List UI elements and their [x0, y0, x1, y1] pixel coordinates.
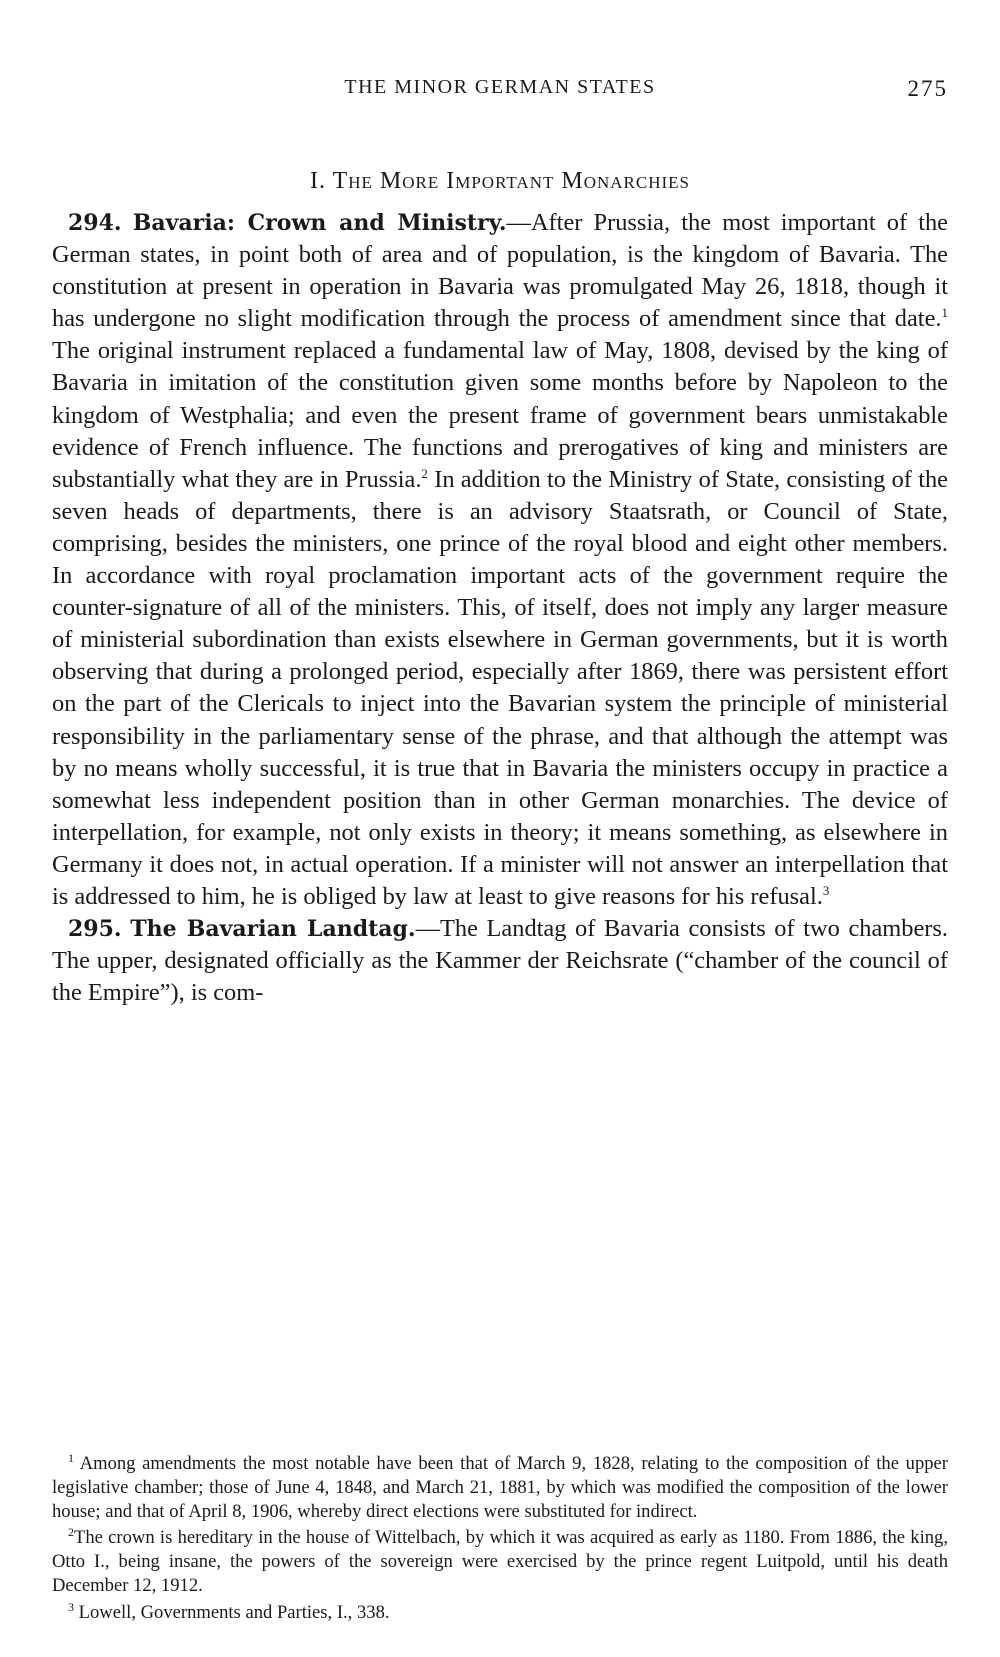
- paragraph-title: The Bavarian Landtag.: [130, 916, 416, 943]
- paragraph-number: 294.: [68, 210, 122, 236]
- footnote-text: Lowell, Governments and Parties, I., 338.: [78, 1601, 390, 1623]
- section-heading: I. The More Important Monarchies: [310, 168, 690, 194]
- page-number: 275: [907, 76, 948, 101]
- footnote-reference: 3: [822, 882, 830, 898]
- paragraph-295: [52, 913, 948, 1009]
- paragraph-294: [52, 207, 948, 913]
- paragraph-text: In addition to the Ministry of State, consisting of the seven heads of departments, there is an advisory Staatsrath, or Council of State, comprising, besides the ministers, one prince of the royal blood and eight other members. In accordance with royal proclamation important acts of the government require the counter-signature of all of the ministers. This, of itself, does not imply any larger measure of ministerial subordination than exists elsewhere in German governments, but it is worth observing that during a prolonged period, especially after 1869, there was persistent effort on the part of the Clericals to inject into the Bavarian system the principle of ministerial responsibility in the parliamentary sense of the phrase, and that although the attempt was by no means wholly successful, it is true that in Bavaria the ministers occupy in practice a somewhat less independent position than in other German monarchies. The device of interpellation, for example, not only exists in theory; it means something, as elsewhere in Germany it does not, in actual operation. If a minister will not answer an interpellation that is addressed to him, he is obliged by law at least to give reasons for his refusal.: [52, 465, 948, 910]
- footnotes: [52, 1452, 948, 1628]
- footnote-text: The crown is hereditary in the house of Wittelbach, by which it was acquired as early as 1180. From 1886, the king, Otto I., being insane, the powers of the sovereign were exercised by the prince regent Luitpold, until his death December 12, 1912.: [52, 1527, 948, 1596]
- footnote-mark: 2: [68, 1525, 74, 1540]
- footnote-2: [52, 1526, 948, 1597]
- footnote-text: Among amendments the most notable have been that of March 9, 1828, relating to the composition of the upper legislative chamber; those of June 4, 1848, and March 21, 1881, by which was modified the composition of the lower house; and that of April 8, 1906, whereby direct elections were substituted for indirect.: [52, 1453, 949, 1522]
- running-title: THE MINOR GERMAN STATES: [344, 76, 656, 98]
- paragraph-text: —The Landtag of Bavaria consists of two chambers. The upper, designated officially as the Kammer der Reichsrate (“chamber of the council of the Empire”), is com-: [52, 915, 948, 1007]
- body-text: [52, 207, 948, 1009]
- footnote-reference: 1: [941, 305, 948, 321]
- footnote-mark: 1: [68, 1450, 74, 1465]
- running-head: [52, 76, 948, 106]
- footnote-reference: 2: [421, 465, 428, 481]
- footnote-3: [52, 1601, 948, 1625]
- paragraph-text: —After Prussia, the most important of the German states, in point both of area and of population, is the kingdom of Bavaria. The constitution at present in operation in Bavaria was promulgated May 26, 1818, though it has undergone no slight modification through the process of amendment since that date.: [52, 209, 949, 333]
- paragraph-number: 295.: [68, 916, 122, 943]
- footnote-mark: 3: [68, 1599, 74, 1614]
- paragraph-text: The original instrument replaced a fundamental law of May, 1808, devised by the king of Bavaria in imitation of the constitution given some months before by Napoleon to the kingdom of Westphalia; and even the present frame of government bears unmistakable evidence of French influence. The functions and prerogatives of king and ministers are substantially what they are in Prussia.: [52, 337, 948, 493]
- paragraph-title: Bavaria: Crown and Ministry.: [132, 210, 507, 236]
- footnote-1: [52, 1452, 948, 1523]
